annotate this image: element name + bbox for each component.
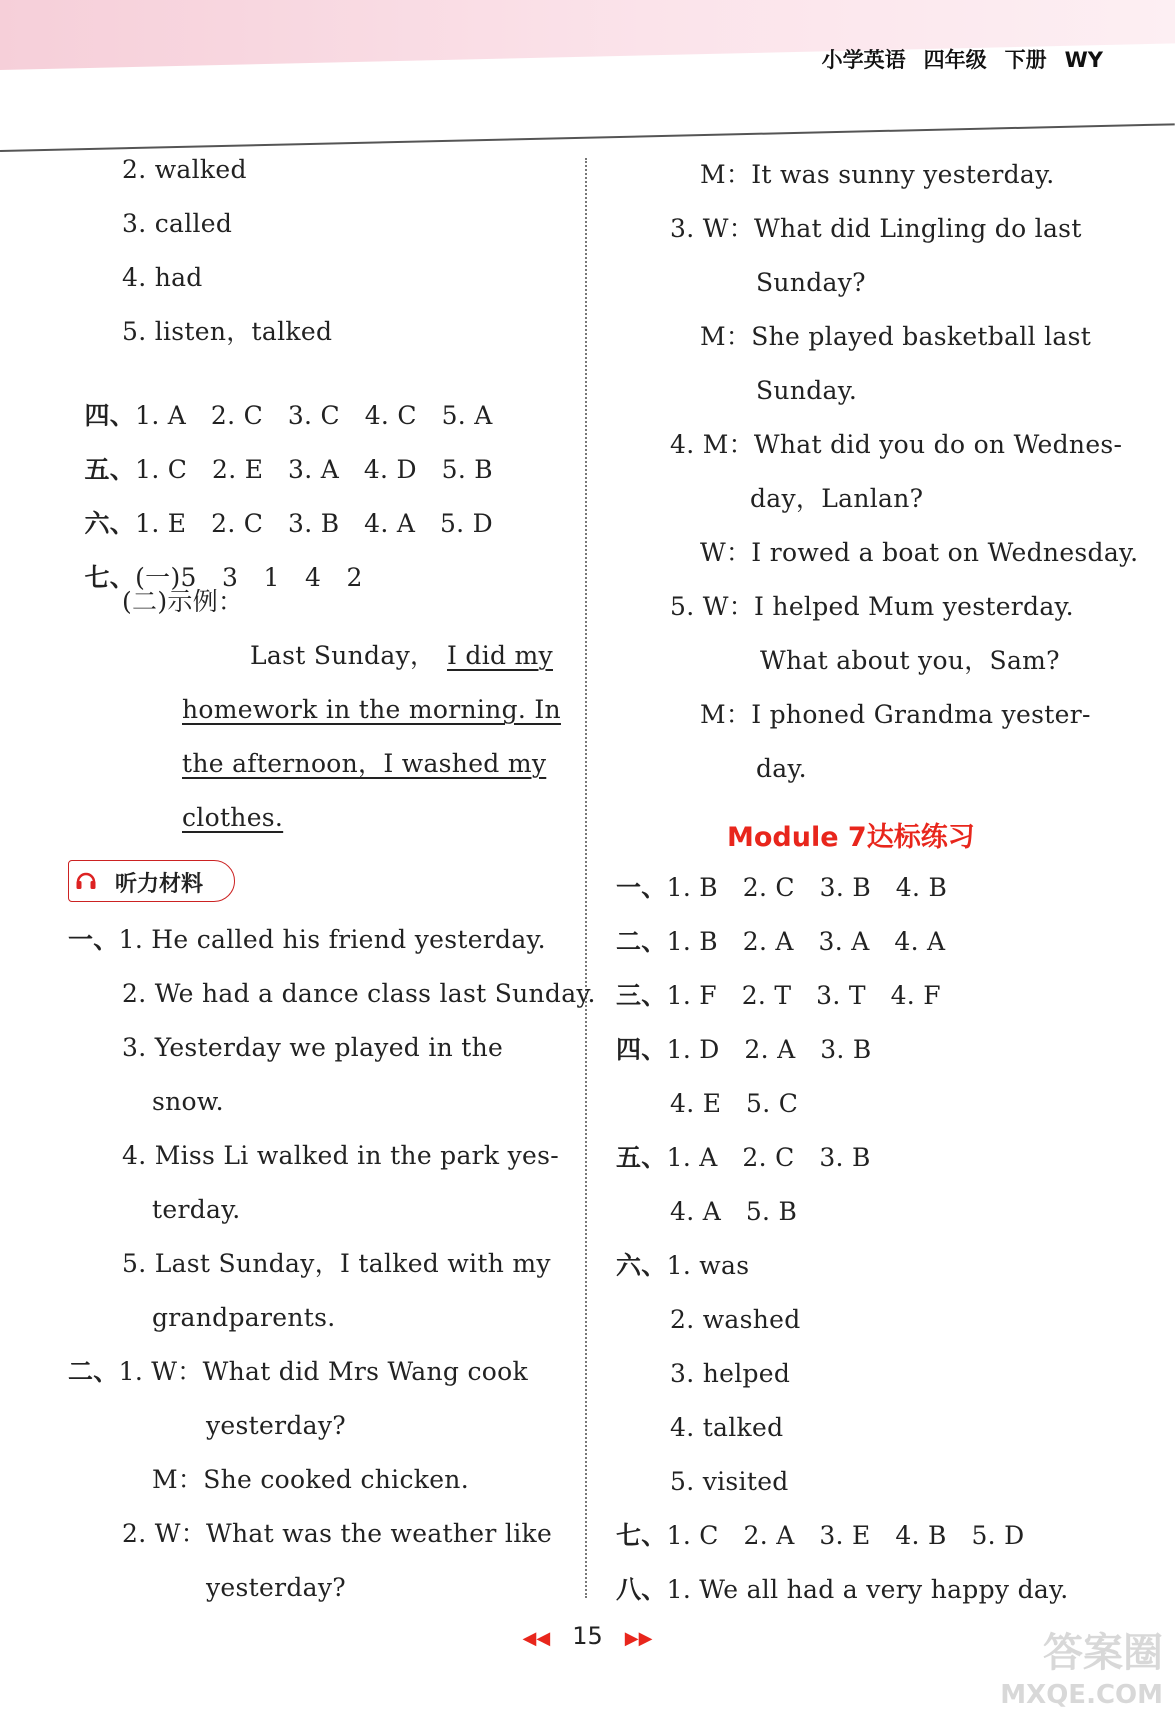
section-label: 六、 [84, 509, 136, 538]
answer: 1. D [666, 1035, 720, 1064]
answer-row-m7-liu [616, 1251, 749, 1281]
section-label: 四、 [84, 401, 136, 430]
answer-row-m7-si-2 [670, 1089, 798, 1119]
header-grade: 四年级 [923, 48, 987, 72]
page-footer [0, 1622, 1175, 1650]
answer: 3. B [288, 509, 340, 538]
answer: 2. A [742, 927, 794, 956]
page-header [804, 44, 1103, 74]
answer: 4. F [890, 981, 941, 1010]
listening-line: snow. [152, 1087, 224, 1116]
section-label: 一、 [68, 925, 119, 954]
listening-line: 4. Miss Li walked in the park yes- [122, 1141, 560, 1170]
column-divider [585, 158, 587, 1598]
answer: 5. D [971, 1521, 1025, 1550]
answer: 1. A [666, 1143, 718, 1172]
answer: 1. B [666, 927, 718, 956]
header-edition: WY [1064, 48, 1103, 72]
answer: 2. A [743, 1521, 795, 1550]
page-number: 15 [572, 1622, 603, 1650]
answer: 4. E [670, 1089, 722, 1118]
watermark-text: 答案圈 [1043, 1630, 1163, 1676]
answer-row-m7-yi [616, 873, 947, 903]
answer: 3. E [819, 1521, 871, 1550]
dialogue-line: 4. M：What did you do on Wednes- [670, 430, 1123, 459]
answer-row-m7-ba [616, 1575, 1068, 1605]
headphones-icon [75, 869, 97, 891]
answer: 5. C [746, 1089, 799, 1118]
watermark-logo [1000, 1632, 1163, 1716]
header-volume: 下册 [1004, 48, 1047, 72]
listening-line: M：She cooked chicken. [152, 1465, 469, 1494]
answer-row-m7-wu [616, 1143, 871, 1173]
answer: 4. A [670, 1197, 722, 1226]
section-label: 五、 [84, 455, 136, 484]
answer: 3. B [819, 873, 871, 902]
left-answer-line: 4. had [122, 263, 203, 292]
answer: 5. D [439, 509, 493, 538]
answer: 3. B [820, 1035, 872, 1064]
dialogue-line: day，Lanlan? [750, 484, 924, 513]
answer: 2. C [211, 509, 264, 538]
answer: 3. T [816, 981, 866, 1010]
answer: 3. A [288, 455, 340, 484]
answer-row-m7-san [616, 981, 941, 1011]
essay-line: the afternoon，I washed my [182, 749, 547, 778]
answer: 5. B [745, 1197, 798, 1226]
left-answer-line: 3. called [122, 209, 233, 238]
essay-line: clothes. [182, 803, 284, 832]
answer-row-liu [68, 479, 493, 539]
answer: 1. A [135, 401, 187, 430]
section-label: 一、 [616, 873, 667, 902]
sample-label: (二)示例： [122, 587, 244, 616]
answer: 2. C [742, 873, 795, 902]
answer-row-m7-er [616, 927, 945, 957]
header-subject: 小学英语 [821, 48, 906, 72]
answer-row-wu [68, 425, 493, 485]
ordering-answer: (一)5 3 1 4 2 [135, 563, 363, 592]
listening-title: 听力材料 [115, 872, 204, 897]
answer-line: 4. talked [670, 1413, 784, 1442]
answer: 1. C [135, 455, 188, 484]
next-arrows-icon: ▶▶ [624, 1628, 653, 1649]
answer: 4. A [364, 509, 416, 538]
answer: 2. C [742, 1143, 795, 1172]
essay-text: Last Sunday， [250, 641, 436, 670]
section-label: 六、 [616, 1251, 667, 1280]
answer: 3. B [819, 1143, 871, 1172]
listening-text: 1. W：What did Mrs Wang cook [118, 1357, 528, 1386]
answer: 5. A [441, 401, 493, 430]
answer: 4. B [895, 873, 948, 902]
dialogue-line: 3. W：What did Lingling do last [670, 214, 1082, 243]
dialogue-line: 5. W：I helped Mum yesterday. [670, 592, 1074, 621]
listening-line [68, 1357, 528, 1387]
dialogue-line: M：She played basketball last [700, 322, 1092, 351]
section-label: 四、 [616, 1035, 667, 1064]
dialogue-line: Sunday. [756, 376, 858, 405]
answer: 1. E [135, 509, 187, 538]
essay-text: I did my [446, 641, 553, 670]
answer: 4. D [363, 455, 417, 484]
listening-material-label [68, 860, 235, 902]
listening-line: yesterday? [206, 1573, 346, 1602]
answer: 3. A [818, 927, 870, 956]
section-label: 二、 [68, 1357, 119, 1386]
answer: 1. C [666, 1521, 719, 1550]
answer: 2. E [212, 455, 264, 484]
answer: 4. C [364, 401, 417, 430]
answer: 3. C [287, 401, 340, 430]
listening-line: 2. W：What was the weather like [122, 1519, 553, 1548]
watermark-url: MXQE.COM [1000, 1680, 1163, 1710]
listening-line: yesterday? [206, 1411, 346, 1440]
dialogue-line: What about you，Sam? [760, 646, 1060, 675]
answer-row-m7-si [616, 1035, 872, 1065]
module-title: Module 7达标练习 [727, 822, 975, 853]
listening-line [68, 925, 546, 955]
answer-line: 2. washed [670, 1305, 801, 1334]
dialogue-line: M：I phoned Grandma yester- [700, 700, 1091, 729]
answer-row-si [68, 371, 493, 431]
listening-line: 2. We had a dance class last Sunday. [122, 979, 596, 1008]
listening-line: grandparents. [152, 1303, 336, 1332]
answer-row-m7-qi [616, 1521, 1024, 1551]
listening-text: 1. He called his friend yesterday. [118, 925, 546, 954]
dialogue-line: W：I rowed a boat on Wednesday. [700, 538, 1139, 567]
answer: 2. C [210, 401, 264, 430]
answer: 1. B [666, 873, 718, 902]
section-label: 三、 [616, 981, 667, 1010]
section-label: 二、 [616, 927, 667, 956]
left-answer-line: 5. listen，talked [122, 317, 333, 346]
listening-line: 3. Yesterday we played in the [122, 1033, 504, 1062]
answer: 1. F [666, 981, 717, 1010]
essay-line: homework in the morning. In [182, 695, 561, 724]
listening-line: terday. [152, 1195, 241, 1224]
prev-arrows-icon: ◀◀ [522, 1628, 551, 1649]
section-label: 七、 [616, 1521, 667, 1550]
dialogue-line: Sunday? [756, 268, 866, 297]
answer: 2. A [744, 1035, 796, 1064]
answer: 1. We all had a very happy day. [666, 1575, 1069, 1604]
answer-row-m7-wu-2 [670, 1197, 797, 1227]
section-label: 七、 [84, 563, 136, 592]
listening-line: 5. Last Sunday，I talked with my [122, 1249, 551, 1278]
top-rule [0, 123, 1175, 152]
left-answer-line: 2. walked [122, 155, 247, 184]
answer: 5. B [441, 455, 493, 484]
essay-line [250, 641, 553, 671]
dialogue-line: M：It was sunny yesterday. [700, 160, 1055, 189]
section-label: 八、 [616, 1575, 667, 1604]
dialogue-line: day. [756, 754, 807, 783]
answer: 4. B [895, 1521, 947, 1550]
answer-line: 5. visited [670, 1467, 789, 1496]
section-label: 五、 [616, 1143, 667, 1172]
answer: 2. T [741, 981, 792, 1010]
answer: 1. was [666, 1251, 750, 1280]
answer: 4. A [894, 927, 946, 956]
answer-line: 3. helped [670, 1359, 791, 1388]
answer-row-qi [68, 533, 363, 593]
